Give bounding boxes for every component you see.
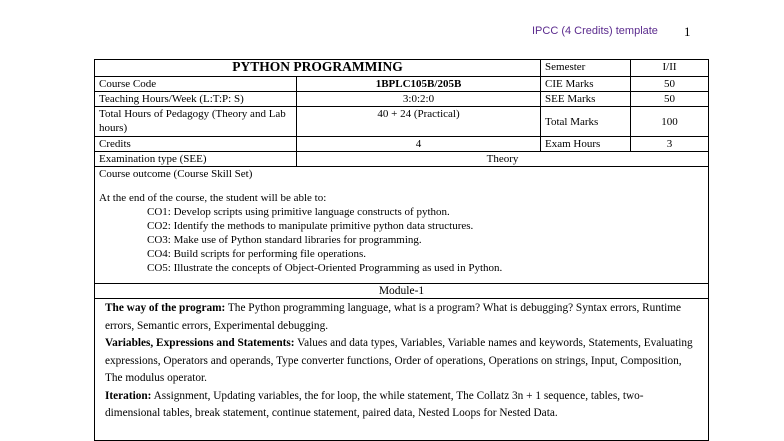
- module-paragraph: [105, 300, 698, 335]
- paragraph-text: Assignment, Updating variables, the for loop, the while statement, The Collatz 3n + 1 sequence, tables, two-dimensional tables, break statement, continue statement, paired data, Nested Loops for Nested Data.: [105, 389, 644, 419]
- course-outcomes: [95, 167, 709, 284]
- cie-marks-value: 50: [631, 77, 709, 92]
- module-title: Module-1: [95, 284, 709, 299]
- see-marks-label: SEE Marks: [541, 92, 631, 107]
- template-label: IPCC (4 Credits) template: [532, 25, 658, 37]
- pedagogy-hours-label: Total Hours of Pedagogy (Theory and Lab hours): [95, 107, 297, 137]
- paragraph-lead: Variables, Expressions and Statements:: [105, 337, 295, 349]
- pedagogy-hours-value: 40 + 24 (Practical): [297, 107, 541, 137]
- exam-hours-label: Exam Hours: [541, 137, 631, 152]
- module-paragraph: [105, 388, 698, 423]
- credits-value: 4: [297, 137, 541, 152]
- module-paragraph: [105, 335, 698, 388]
- page-number: 1: [684, 24, 691, 39]
- course-title: PYTHON PROGRAMMING: [95, 60, 541, 77]
- course-table: [94, 59, 709, 441]
- exam-type-label: Examination type (SEE): [95, 152, 297, 167]
- total-marks-label: Total Marks: [541, 107, 631, 137]
- outcomes-intro: At the end of the course, the student will be able to:: [99, 192, 327, 204]
- outcome-item: CO1: Develop scripts using primitive language constructs of python.: [147, 206, 450, 218]
- paragraph-text: Values and data types, Variables, Variable names and keywords, Statements, Evaluating expressions, Operators and operands, Type converter functions, Order of operations, Operations on strings, Input, Composition, The modulus operator.: [105, 337, 693, 384]
- semester-label: Semester: [541, 60, 631, 77]
- cie-marks-label: CIE Marks: [541, 77, 631, 92]
- paragraph-text: The Python programming language, what is a program? What is debugging? Syntax errors, Runtime errors, Semantic errors, Experimental debugging.: [105, 302, 682, 332]
- semester-value: I/II: [631, 60, 709, 77]
- outcomes-heading: Course outcome (Course Skill Set): [99, 168, 253, 180]
- teaching-hours-label: Teaching Hours/Week (L:T:P: S): [95, 92, 297, 107]
- exam-type-value: Theory: [297, 152, 709, 167]
- see-marks-value: 50: [631, 92, 709, 107]
- course-code-value: 1BPLC105B/205B: [297, 77, 541, 92]
- credits-label: Credits: [95, 137, 297, 152]
- outcome-item: CO5: Illustrate the concepts of Object-Oriented Programming as used in Python.: [147, 262, 503, 274]
- teaching-hours-value: 3:0:2:0: [297, 92, 541, 107]
- total-marks-value: 100: [631, 107, 709, 137]
- outcome-item: CO4: Build scripts for performing file operations.: [147, 248, 367, 260]
- outcome-item: CO3: Make use of Python standard libraries for programming.: [147, 234, 422, 246]
- course-code-label: Course Code: [95, 77, 297, 92]
- paragraph-lead: Iteration:: [105, 389, 152, 402]
- module-content: [95, 299, 709, 441]
- paragraph-lead: The way of the program:: [105, 302, 226, 314]
- exam-hours-value: 3: [631, 137, 709, 152]
- outcome-item: CO2: Identify the methods to manipulate primitive python data structures.: [147, 220, 474, 232]
